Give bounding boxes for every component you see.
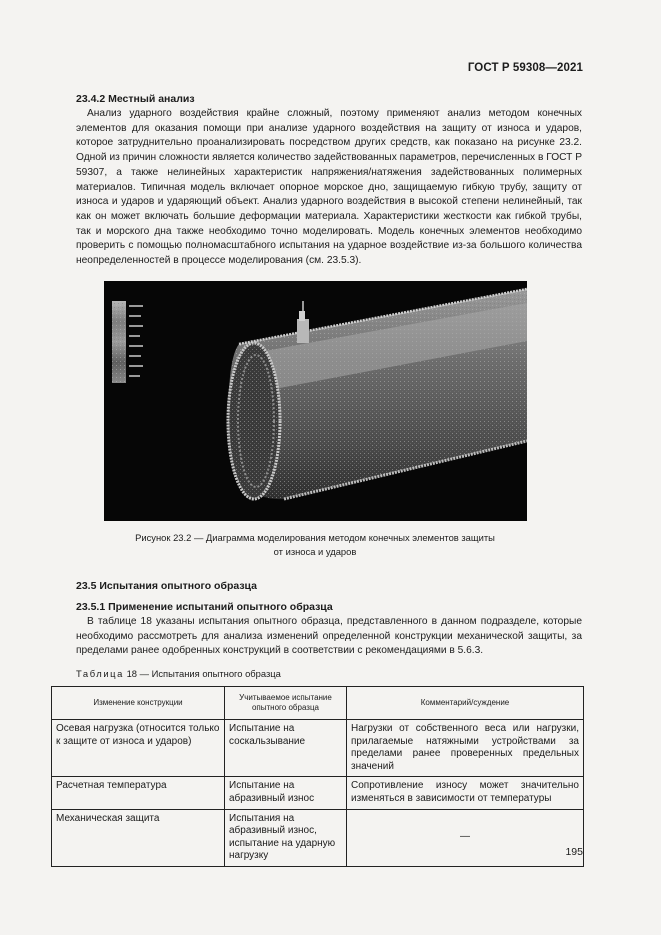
standard-code: ГОСТ Р 59308—2021 — [467, 62, 583, 74]
table-cell-comment: Сопротивление износу может значительно изменяться в зависимости от температуры — [347, 777, 584, 809]
table-cell-change: Осевая нагрузка (относится только к защите от износа и ударов) — [52, 720, 225, 777]
table-cell-comment: — — [347, 809, 584, 866]
table-cell-test: Испытание на соскальзывание — [225, 720, 347, 777]
impacting-object — [297, 319, 309, 343]
table-header-cell: Комментарий/суждение — [347, 687, 584, 720]
table-cell-test: Испытания на абразивный износ, испытание на ударную нагрузку — [225, 809, 347, 866]
table-cell-change: Расчетная температура — [52, 777, 225, 809]
section-heading-23-4-2: 23.4.2 Местный анализ — [76, 93, 195, 105]
table-row — [52, 777, 584, 809]
table-title — [76, 668, 281, 679]
table-row — [52, 809, 584, 866]
table-cell-comment: Нагрузки от собственного веса или нагрузки, прилагаемые натяжными устройствами за пределами ранее проверенных предельных значений — [347, 720, 584, 777]
table-cell-test: Испытание на абразивный износ — [225, 777, 347, 809]
section-23-5-1-paragraph: В таблице 18 указаны испытания опытного образца, представленного в данном подразделе, которые необходимо рассмотреть для анализа изменений определенной конструкции механической защиты, за пределами ранее одобренных конструкций в соответствии с рекомендациями в 5.6.3. — [76, 616, 582, 657]
figure-caption-line2: от износа и ударов — [273, 545, 357, 557]
table-title-rest: 18 — Испытания опытного образца — [123, 668, 281, 679]
section-heading-23-5: 23.5 Испытания опытного образца — [76, 580, 257, 592]
table-row — [52, 720, 584, 777]
table-header-cell: Изменение конструкции — [52, 687, 225, 720]
table-cell-change: Механическая защита — [52, 809, 225, 866]
figure-caption — [100, 531, 530, 558]
fem-model-image — [104, 281, 527, 521]
table-title-word: Таблица — [76, 668, 124, 679]
figure-caption-line1: Рисунок 23.2 — Диаграмма моделирования методом конечных элементов защиты — [135, 532, 495, 543]
section-23-4-2-paragraph: Анализ ударного воздействия крайне сложный, поэтому применяют анализ методом конечных элементов для оказания помощи при анализе ударного воздействия на защиту от износа и ударов, которое затруднительно проанализировать посредством других средств, как показано на рисунке 23.2. Одной из причин сложности является количество задействованных параметров, перечисленных в ГОСТ Р 59307, а также нелинейных характеристик напряжения/натяжения задействованных полимерных материалов. Типичная модель включает опорное морское дно, защищаемую гибкую трубу, защиту от износа и ударов и ударяющий объект. Анализ ударного воздействия в высокой степени нелинейный, так как он может включать большие деформации материала. Характеристики жесткости как гибкой трубы, так и морского дна также необходимо точно моделировать. Модель конечных элементов необходимо проверить с помощью полномасштабного испытания на ударное воздействие из-за большого количества неопределенностей в процессе моделирования (см. 23.5.3). — [76, 108, 582, 267]
prototype-tests-table — [51, 686, 584, 867]
table-header-cell: Учитываемое испытание опытного образца — [225, 687, 347, 720]
section-heading-23-5-1: 23.5.1 Применение испытаний опытного образца — [76, 601, 333, 613]
fem-diagram-figure — [104, 281, 527, 521]
table-header-row — [52, 687, 584, 720]
page-number: 195 — [565, 846, 583, 858]
